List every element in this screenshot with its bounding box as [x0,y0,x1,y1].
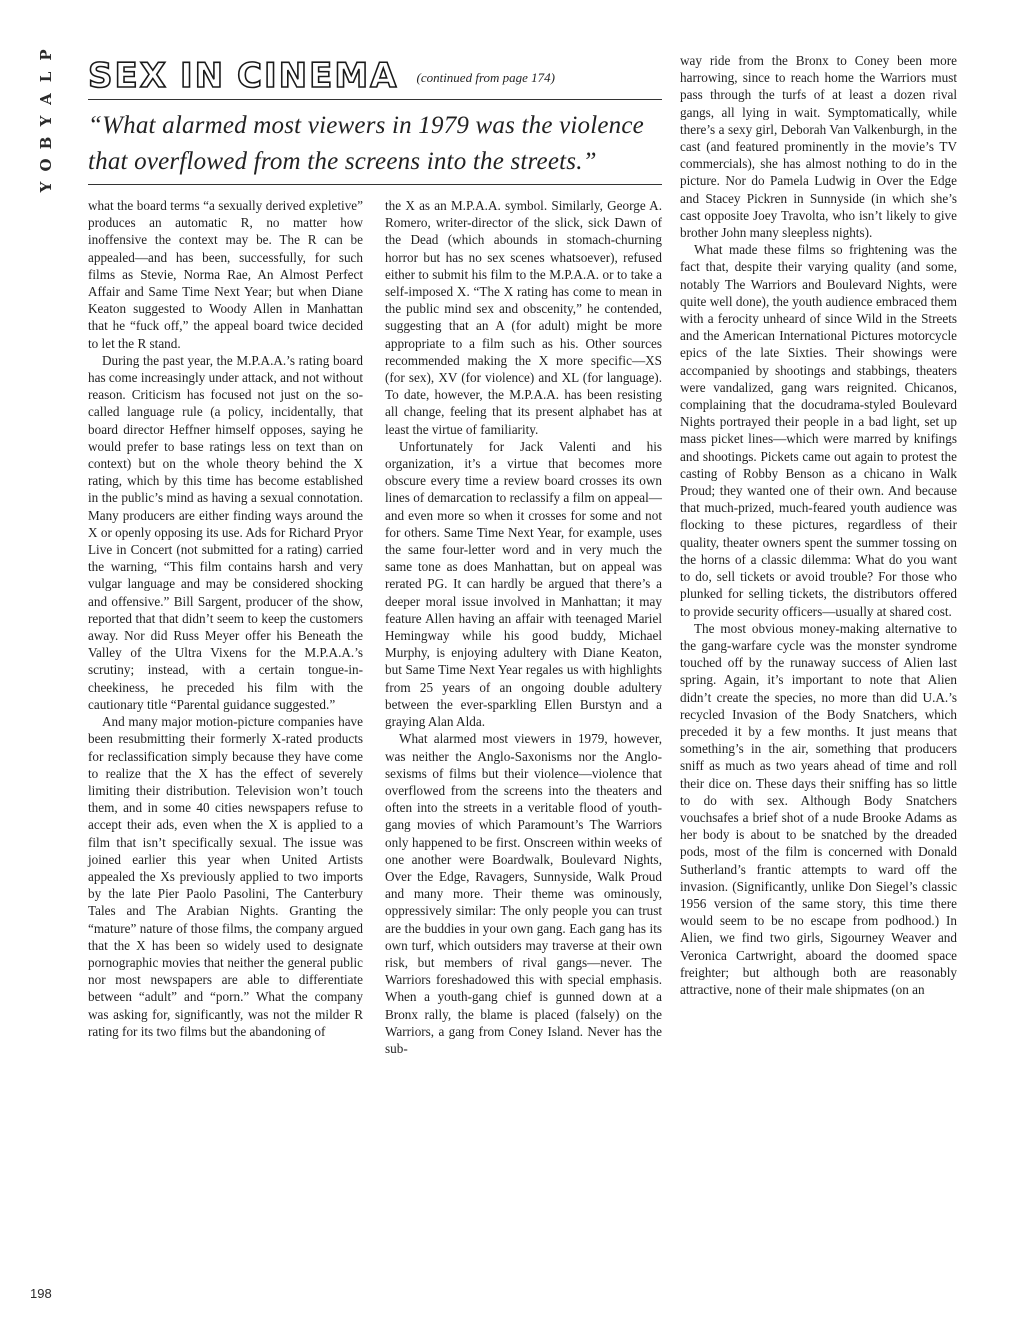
paragraph: What alarmed most viewers in 1979, however, was neither the Anglo-Saxonisms nor the Anglo-sexisms of films but their violence—violence that overflowed from the screens into the theaters and often into the streets in a veritable flood of youth-gang movies of which Paramount’s The Warriors only happened to be first. Onscreen within weeks of one another were Boardwalk, Boulevard Nights, Over the Edge, Ravagers, Sunnyside, Walk Proud and many more. Their theme was ominously, oppressively similar: The only people you can trust are the buddies in your own gang. Each gang has its own turf, which outsiders may traverse at their own risk, but members of rival gangs—never. The Warriors foreshadowed this with special emphasis. When a youth-gang chief is gunned down at a Bronx rally, the blame is placed (falsely) on the Warriors, a gang from Coney Island. Never has the sub- [385,731,662,1056]
page-number: 198 [30,1286,52,1301]
paragraph: the X as an M.P.A.A. symbol. Similarly, George A. Romero, writer-director of the slick, sick Dawn of the Dead (which abounds in stomach-churning horror but has no sex scenes whatsoever), refused either to submit his film to the M.P.A.A. or to take a self-imposed X. “The X rating has come to mean in the public mind sex and obscenity,” he contended, suggesting that an A (for adult) might be more appropriate to a film such as his. Other sources recommended making the X more specific—XS (for sex), XV (for violence) and XL (for language). To date, however, the M.P.A.A. has been resisting all change, feeling that its present alphabet has at least the virtue of familiarity. [385,198,662,437]
header-rule-bottom [88,184,662,185]
article-column-3 [680,52,957,998]
paragraph: way ride from the Bronx to Coney been more harrowing, since to reach home the Warriors must pass through the turfs of at least a dozen rival gangs, all lying in wait. Symptomatically, while there’s a sexy girl, Deborah Van Valkenburgh, in the cast (and featured prominently in the movie’s TV commercials), she has almost nothing to do in the picture. Nor do Pamela Ludwig in Over the Edge and Stacey Pickren in Sunnyside (in which she’s cast opposite Joey Travolta, who isn’t likely to give brother John many sleepless nights). [680,53,957,241]
section-logo: SEX IN CINEMA [88,56,399,96]
paragraph: And many major motion-picture companies have been resubmitting their formerly X-rated products for reclassification simply because they have come to realize that the X has the effect of severely limiting their distribution. Television won’t touch them, and in some 40 cities newspapers refuse to accept their ads, even when the X is applied to a film that isn’t specifically sexual. The issue was joined earlier this year when United Artists appealed the Xs previously applied to two imports by the late Pier Paolo Pasolini, The Canterbury Tales and The Arabian Nights. Granting the “mature” nature of those films, the company argued that the X has been so widely used to designate pornographic movies that neither the general public nor most newspapers are able to differentiate between “adult” and “porn.” What the company was asking for, significantly, was not the milder R rating for its two films but the abandoning of [88,714,363,1039]
paragraph: what the board terms “a sexually derived expletive” produces an automatic R, no matter how inoffensive the context may be. The R can be appealed—and has been, successfully, for such films as Stevie, Norma Rae, An Almost Perfect Affair and Same Time Next Year; but when Diane Keaton suggested to Woody Allen in Manhattan that he “fuck off,” the appeal board twice decided to let the R stand. [88,198,363,351]
paragraph: Unfortunately for Jack Valenti and his organization, it’s a virtue that becomes more obscure every time a review board crosses its own lines of demarcation to reclassify a film on appeal—and even more so when it crosses for some and not for others. Same Time Next Year, for example, uses the same four-letter word and in very much the same tone as does Manhattan, but on appeal was rerated PG. It can hardly be argued that there’s a deeper moral issue involved in Manhattan; it may feature Allen having an affair with teenaged Mariel Hemingway while his good buddy, Michael Murphy, is enjoying adultery with Diane Keaton, but Same Time Next Year regales us with highlights from 25 years of an ongoing double adultery between the ever-sparkling Ellen Burstyn and a graying Alan Alda. [385,438,662,730]
paragraph: During the past year, the M.P.A.A.’s rating board has come increasingly under attack, and not without reason. Criticism has focused not just on the so-called language rule (a policy, incidentally, that board director Heffner himself opposes, saying he would prefer to base ratings less on text than on context) but on the whole theory behind the X rating, which by this time has become established in the public’s mind as having a sexual connotation. Many producers are either finding ways around the X or openly opposing its use. Ads for Richard Pryor Live in Concert (not submitted for a rating) carried the warning, “This film contains harsh and very vulgar language and may be considered shocking and offensive.” Bill Sargent, producer of the show, reported that that didn’t seem to keep the customers away. Nor did Russ Meyer offer his Beneath the Valley of the Ultra Vixens for the M.P.A.A.’s scrutiny; instead, with a certain tongue-in-cheekiness, he preceded his film with the cautionary title “Parental guidance suggested.” [88,352,363,712]
article-column-2 [385,197,662,1057]
magazine-name-vertical: P L A Y B O Y [37,49,55,193]
pull-quote: “What alarmed most viewers in 1979 was the violence that overflowed from the screens into the streets.” [88,112,644,175]
paragraph: What made these films so frightening was the fact that, despite their varying quality (and some, notably The Warriors and Boulevard Nights, were quite well done), the youth audience embraced them with a ferocity unheard of since Wild in the Streets and the American International Pictures motorcycle epics of the late Sixties. Their showings were accompanied by shootings and stabbings, theaters were vandalized, gang wars reignited. Chicanos, complaining that the docudrama-styled Boulevard Nights portrayed their people in a bad light, set up mass picket lines—which were marred by knifings and shootings. Pickets came out again to protest the casting of Robby Benson as a chicano in Walk Proud; they wanted one of their own. And because that much-prized, much-feared youth audience was flocking to these pictures, regardless of their quality, theater owners spent the summer tossing on the horns of a classic dilemma: What do you want to do, sell tickets or avoid trouble? For those who plunked for selling tickets, the distributors offered to provide security officers—usually at shared cost. [680,242,957,619]
header-rule-top [88,99,662,100]
article-header [88,52,662,94]
article-column-1 [88,197,363,1040]
paragraph: The most obvious money-making alternative to the gang-warfare cycle was the monster syndrome touched off by the runaway success of Alien last spring. Again, it’s important to note that Alien didn’t create the species, no more than did U.A.’s recycled Invasion of the Body Snatchers, which preceded it by a few months. It just means that something’s in the air, something that producers sniff as much as two years ahead of time and roll their dice on. These days their sniffing has so little to do with sex. Although Body Snatchers vouchsafes a brief shot of a nude Brooke Adams as her body is about to be snatched by the dreaded pods, most of the film is concerned with Donald Sutherland’s frantic attempts to ward off the invasion. (Significantly, unlike Don Siegel’s classic 1956 version of the same story, this time there would seem to be no escape from podhood.) In Alien, we find two girls, Sigourney Weaver and Veronica Cartwright, aboard the doomed space freighter; but although both are reasonably attractive, none of their male shipmates (on an [680,620,957,997]
continued-note: (continued from page 174) [416,70,556,85]
